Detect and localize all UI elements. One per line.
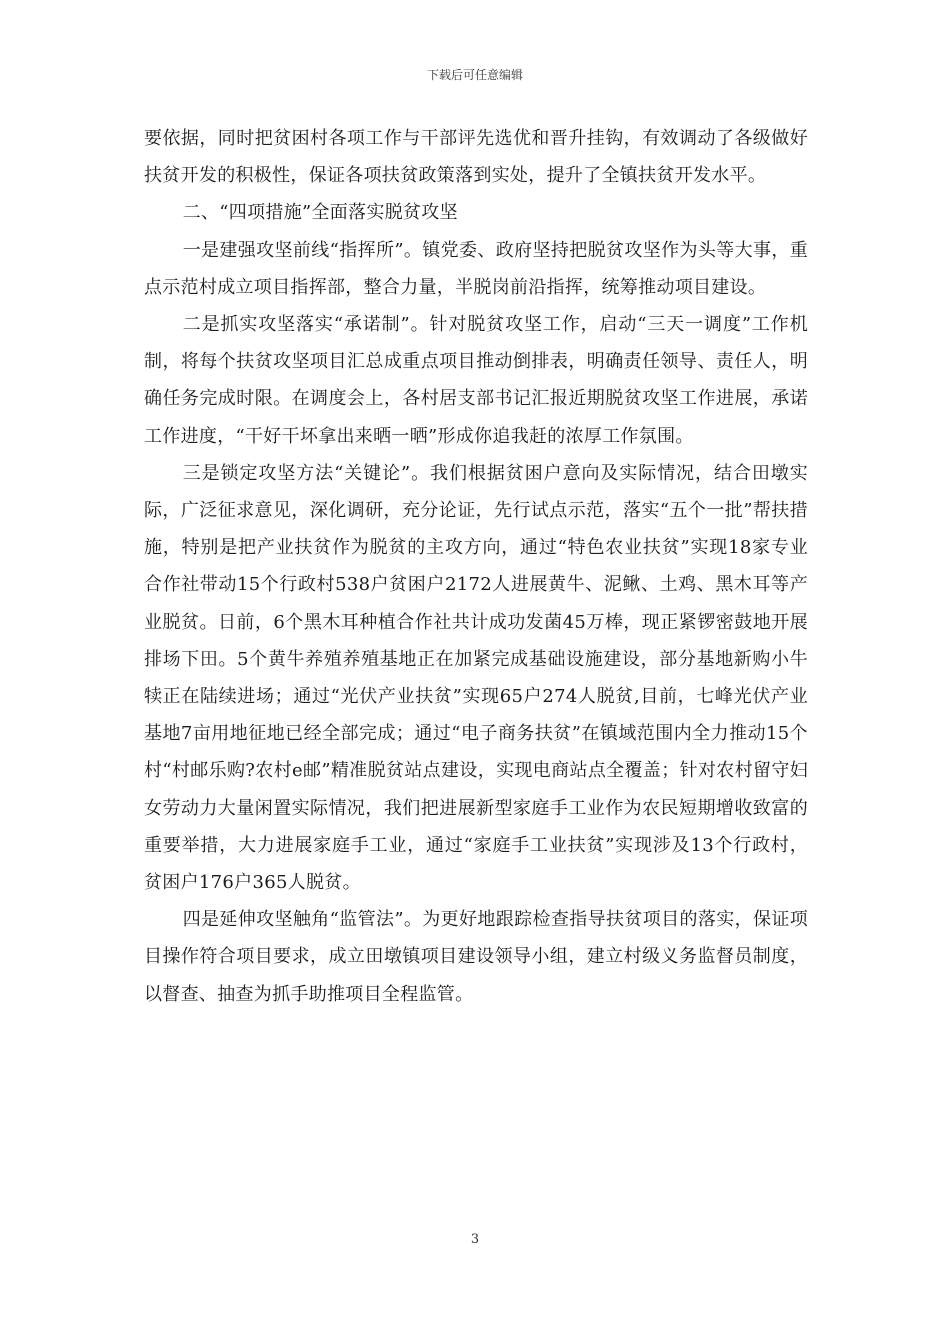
section-heading: 二、“四项措施”全面落实脱贫攻坚: [182, 202, 458, 224]
paragraph-measure-4: 四是延伸攻坚触角“监管法”。为更好地跟踪检查指导扶贫项目的落实，保证项目操作符合项目要求，成立田墩镇项目建设领导小组，建立村级义务监督员制度，以督查、抽查为抓手助推项目全程监管。: [144, 909, 808, 1005]
paragraph-measure-3: 三是锁定攻坚方法“关键论”。我们根据贫困户意向及实际情况，结合田墩实际，广泛征求意见，深化调研，充分论证，先行试点示范，落实“五个一批”帮扶措施，特别是把产业扶贫作为脱贫的主攻方向，通过“特色农业扶贫”实现18家专业合作社带动15个行政村538户贫困户2172人进展黄牛、泥鳅、土鸡、黑木耳等产业脱贫。日前，6个黑木耳种植合作社共计成功发菌45万棒，现正紧锣密鼓地开展排场下田。5个黄牛养殖养殖基地正在加紧完成基础设施建设，部分基地新购小牛犊正在陆续进场；通过“光伏产业扶贫”实现65户274人脱贫,目前，七峰光伏产业基地7亩用地征地已经全部完成；通过“电子商务扶贫”在镇域范围内全力推动15个村“村邮乐购?农村e邮”精准脱贫站点建设，实现电商站点全覆盖；针对农村留守妇女劳动力大量闲置实际情况，我们把进展新型家庭手工业作为农民短期增收致富的重要举措，大力进展家庭手工业，通过“家庭手工业扶贫”实现涉及13个行政村，贫困户176户365人脱贫。: [144, 462, 808, 894]
page-header-note: 下载后可任意编辑: [426, 68, 523, 82]
paragraph-measure-2: 二是抓实攻坚落实“承诺制”。针对脱贫攻坚工作，启动“三天一调度”工作机制，将每个扶贫攻坚项目汇总成重点项目推动倒排表，明确责任领导、责任人，明确任务完成时限。在调度会上，各村居支部书记汇报近期脱贫攻坚工作进展，承诺工作进度，“干好干坏拿出来晒一晒”形成你追我赶的浓厚工作氛围。: [144, 314, 808, 447]
paragraph-measure-1: 一是建强攻坚前线“指挥所”。镇党委、政府坚持把脱贫攻坚作为头等大事，重点示范村成立项目指挥部，整合力量，半脱岗前沿指挥，统筹推动项目建设。: [144, 239, 808, 298]
document-body: [144, 120, 808, 1013]
paragraph-continuation: 要依据，同时把贫困村各项工作与干部评先选优和晋升挂钩，有效调动了各级做好扶贫开发的积极性，保证各项扶贫政策落到实处，提升了全镇扶贫开发水平。: [144, 128, 808, 187]
page-number: 3: [470, 1232, 480, 1247]
